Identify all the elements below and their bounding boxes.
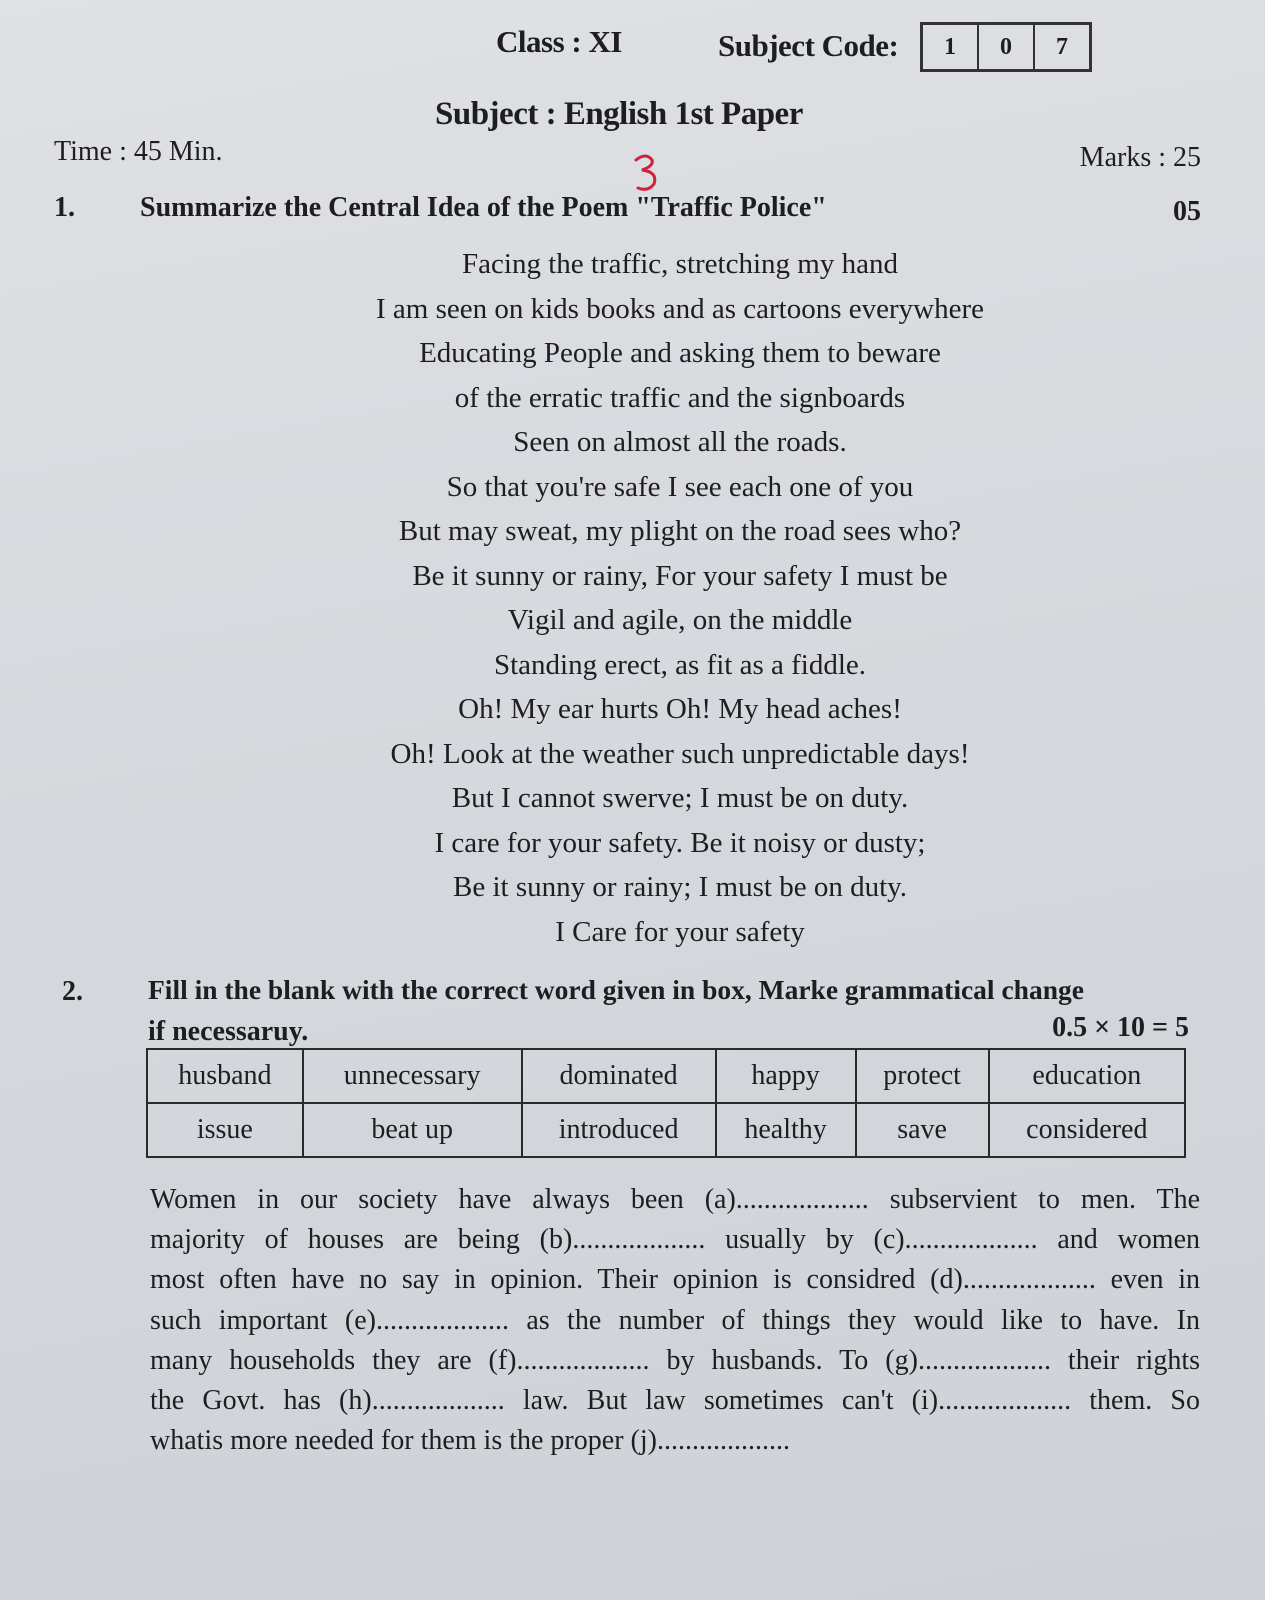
- word-cell: husband: [147, 1049, 303, 1103]
- time-label: Time : 45 Min.: [54, 136, 223, 167]
- poem-line: Be it sunny or rainy; I must be on duty.: [452, 871, 908, 903]
- poem-line: I am seen on kids books and as cartoons everywhere: [375, 292, 984, 325]
- passage-line: majority of houses are being (b)................... usually by (c)................... and women: [150, 1224, 1200, 1256]
- subject-title: Subject : English 1st Paper: [435, 96, 803, 132]
- poem-line: Facing the traffic, stretching my hand: [462, 248, 898, 280]
- subject-code-digit: 1: [923, 25, 979, 69]
- poem: [0, 242, 1265, 954]
- word-cell: beat up: [303, 1103, 522, 1157]
- word-box: [146, 1048, 1186, 1158]
- q2-title-line1: Fill in the blank with the correct word given in box, Marke grammatical change: [148, 974, 1084, 1005]
- q1-marks: 05: [1173, 196, 1201, 227]
- poem-line: of the erratic traffic and the signboards: [454, 381, 906, 414]
- word-box-row: [147, 1103, 1185, 1157]
- poem-line: I Care for your safety: [555, 915, 805, 948]
- poem-line: Standing erect, as fit as a fiddle.: [493, 648, 867, 681]
- poem-line: But I cannot swerve; I must be on duty.: [451, 782, 909, 814]
- word-box-row: [147, 1049, 1185, 1103]
- subject-code-label: Subject Code:: [718, 28, 899, 63]
- poem-line: Educating People and asking them to beware: [419, 337, 941, 369]
- q1-title: Summarize the Central Idea of the Poem "Traffic Police": [140, 192, 827, 223]
- poem-line: I care for your safety. Be it noisy or dusty;: [434, 826, 926, 859]
- handwritten-score-mark: [628, 150, 668, 195]
- word-cell: considered: [989, 1103, 1185, 1157]
- passage-line: such important (e)................... as the number of things they would like to have. In: [150, 1304, 1200, 1336]
- passage-line: the Govt. has (h)................... law. But law sometimes can't (i)................... them. So: [150, 1384, 1200, 1416]
- word-cell: happy: [716, 1049, 856, 1103]
- word-cell: unnecessary: [303, 1049, 522, 1103]
- passage-line: whatis more needed for them is the proper (j)...................: [150, 1425, 790, 1457]
- poem-line: So that you're safe I see each one of you: [446, 470, 914, 503]
- poem-line: Seen on almost all the roads.: [513, 426, 847, 458]
- word-cell: issue: [147, 1103, 303, 1157]
- poem-line: Oh! My ear hurts Oh! My head aches!: [458, 693, 902, 725]
- passage-line: many households they are (f)................... by husbands. To (g)................... their rights: [150, 1344, 1200, 1376]
- fill-in-passage: [150, 1180, 1200, 1461]
- q2-title-line2: if necessaruy.: [148, 1016, 309, 1047]
- poem-line: Be it sunny or rainy, For your safety I must be: [412, 559, 948, 592]
- passage-line: most often have no say in opinion. Their opinion is considred (d)................... even in: [150, 1264, 1200, 1296]
- subject-code-digit: 0: [979, 25, 1035, 69]
- word-cell: education: [989, 1049, 1185, 1103]
- subject-code-digit: 7: [1056, 33, 1068, 60]
- poem-line: Oh! Look at the weather such unpredictable days!: [390, 737, 970, 770]
- poem-line: Vigil and agile, on the middle: [507, 604, 853, 636]
- word-cell: introduced: [522, 1103, 716, 1157]
- word-cell: save: [856, 1103, 989, 1157]
- class-label: Class : XI: [496, 24, 622, 59]
- marks-label: Marks : 25: [1079, 142, 1201, 173]
- poem-line: But may sweat, my plight on the road sees who?: [398, 515, 962, 547]
- q2-marks: 0.5 × 10 = 5: [1052, 1012, 1189, 1043]
- passage-line: Women in our society have always been (a)................... subservient to men. The: [150, 1184, 1200, 1215]
- q2-number: 2.: [62, 976, 83, 1007]
- q1-number: 1.: [54, 192, 75, 223]
- word-cell: dominated: [522, 1049, 716, 1103]
- word-cell: protect: [856, 1049, 989, 1103]
- subject-code-box: [920, 22, 1092, 72]
- word-cell: healthy: [716, 1103, 856, 1157]
